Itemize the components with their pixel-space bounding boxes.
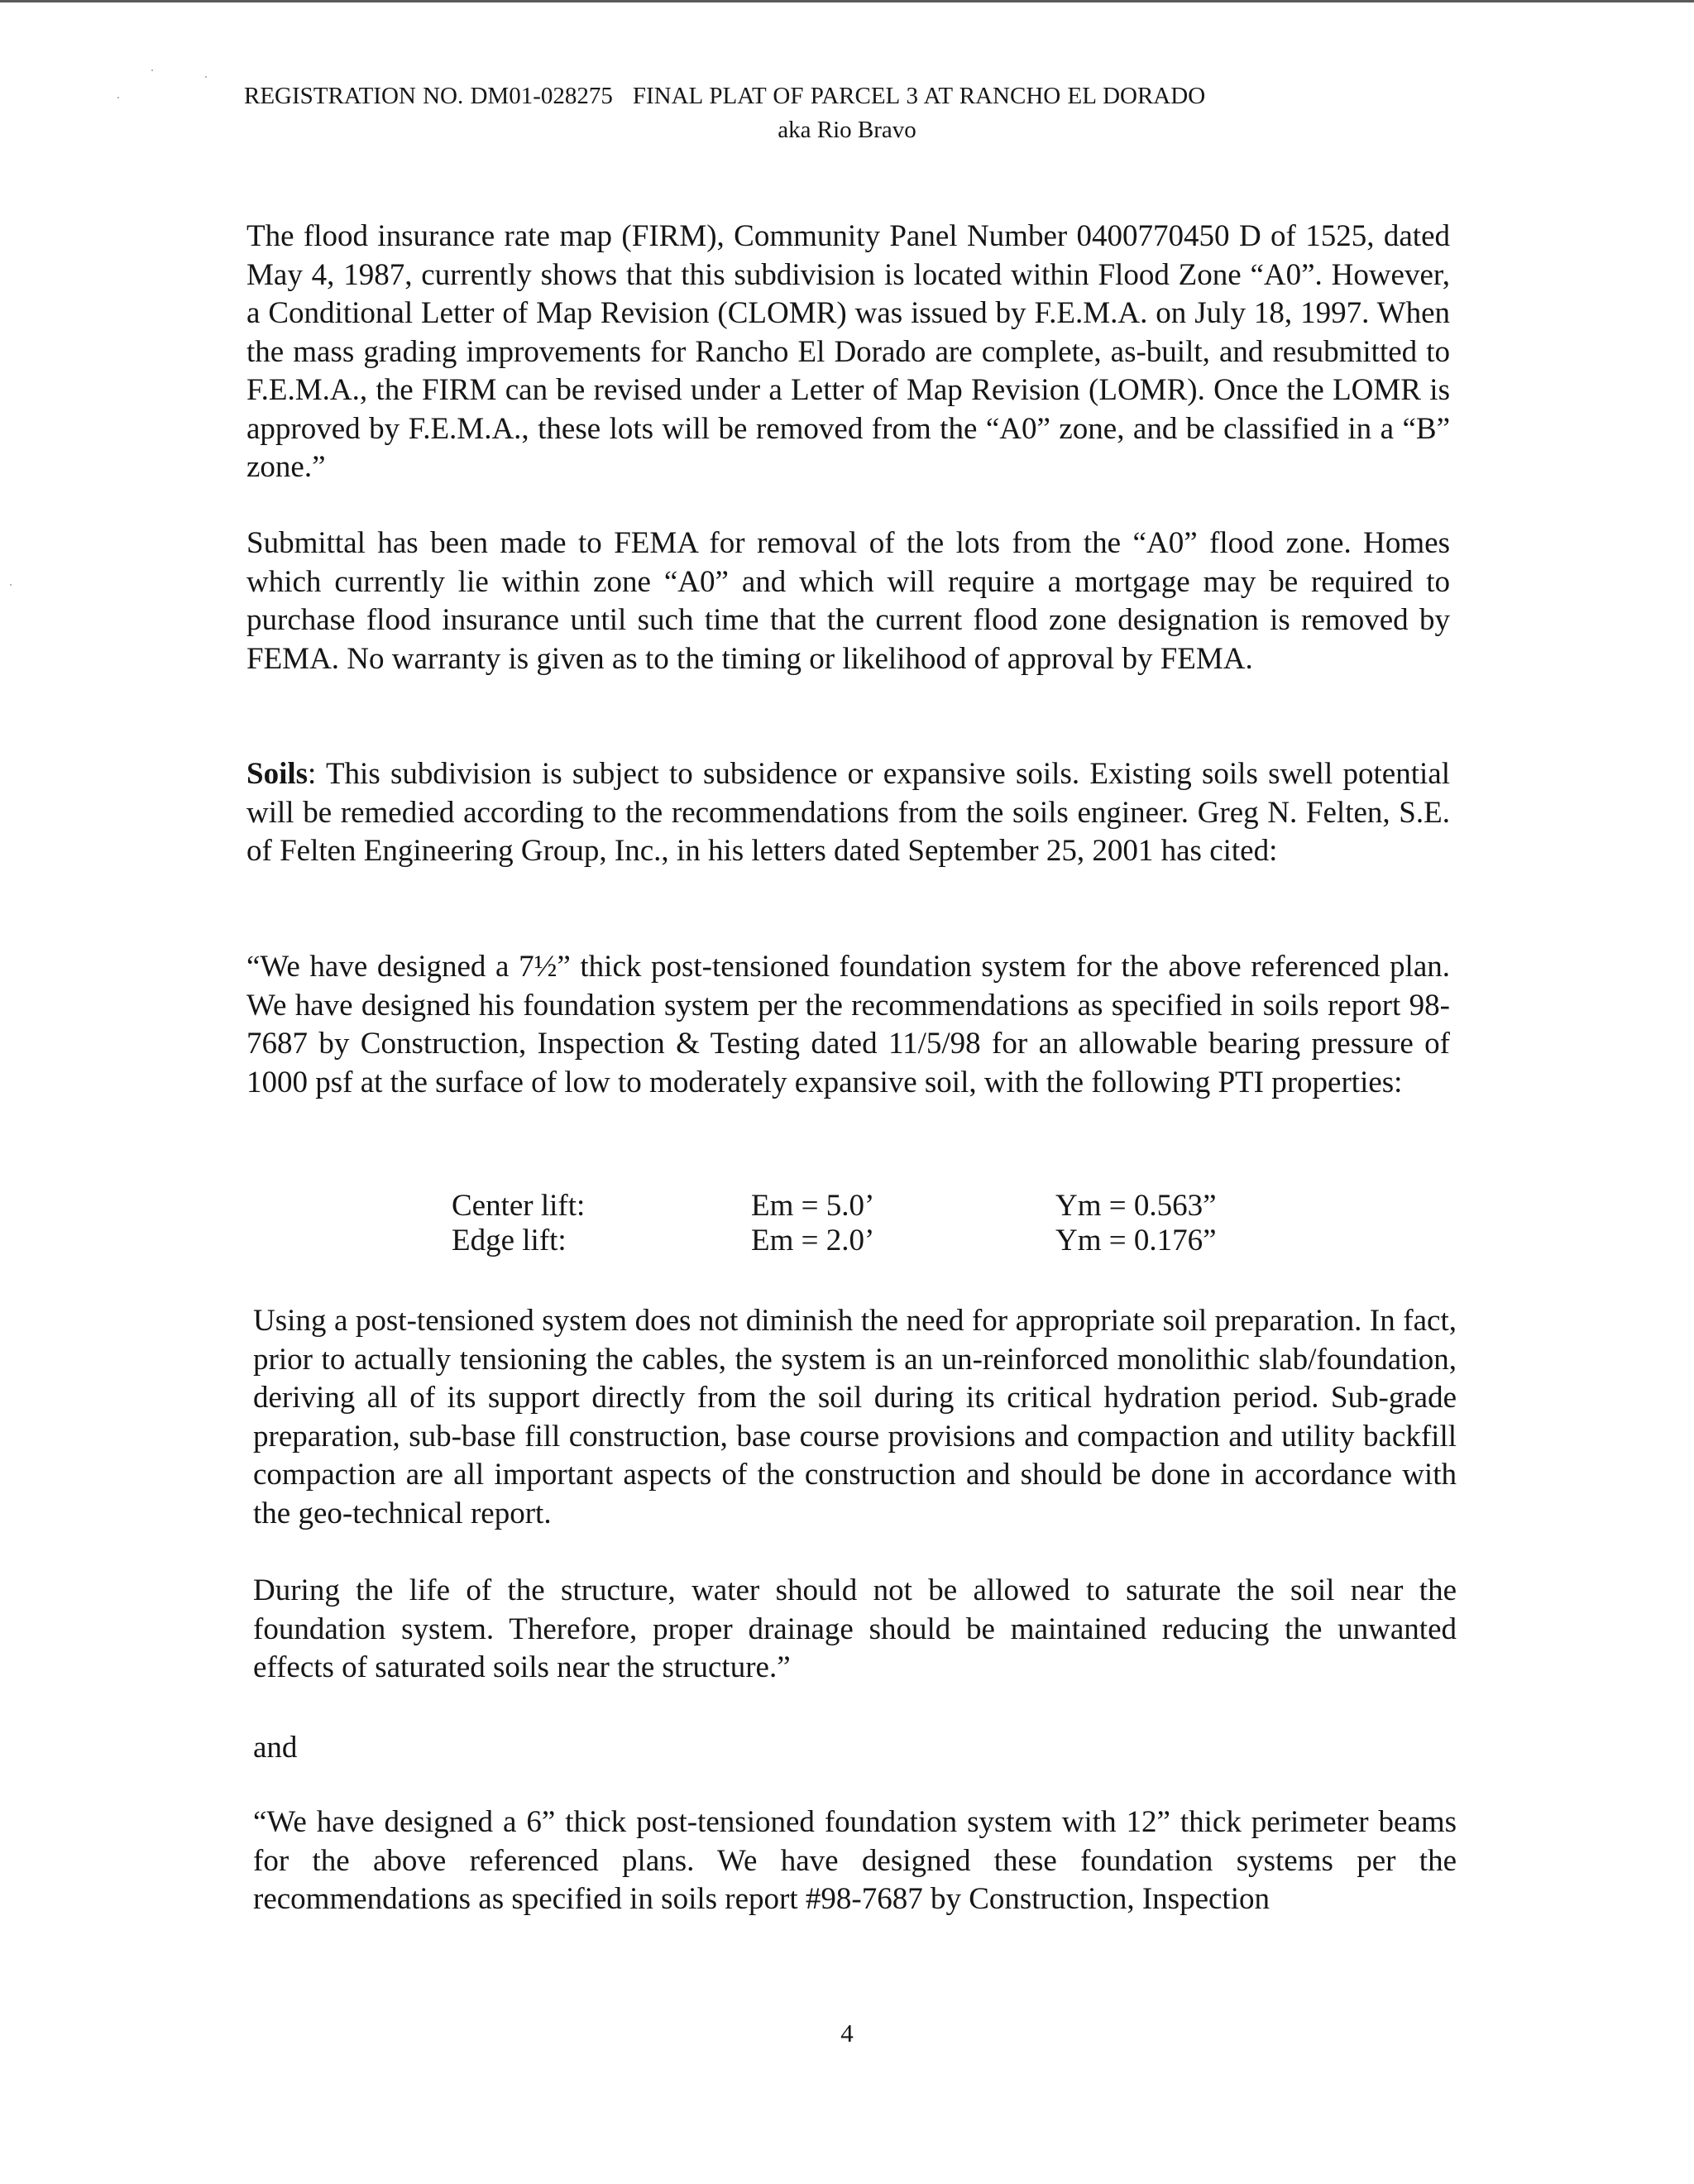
pti-properties-table (452, 1189, 1217, 1258)
pti-ym: Ym = 0.176” (1055, 1224, 1217, 1257)
scan-speck (10, 584, 12, 586)
quote1-paragraph: “We have designed a 7½” thick post-tensioned foundation system for the above referenced plan. We have designed his foundation system per the recommendations as specified in soils report 98-7687 by Construction, Inspection & Testing dated 11/5/98 for an allowable bearing pressure of 1000 psf at the surface of low to moderately expansive soil, with the following PTI properties: (246, 950, 1450, 1099)
post-tension-paragraph: Using a post-tensioned system does not diminish the need for appropriate soil preparation. In fact, prior to actually tensioning the cables, the system is an un-reinforced monolithic slab/foundation, deriving all of its support directly from the soil during its critical hydration period. Sub-grade preparation, sub-base fill construction, base course provisions and compaction and utility backfill compaction are all important aspects of the construction and should be done in accordance with the geo-technical report. (253, 1304, 1457, 1530)
pti-ym: Ym = 0.563” (1055, 1189, 1217, 1223)
pti-em: Em = 5.0’ (751, 1189, 875, 1223)
soils-text: : This subdivision is subject to subsidence or expansive soils. Existing soils swell potential will be remedied according to the recommendations from the soils engineer. Greg N. Felten, S.E. of Felten Engineering Group, Inc., in his letters dated September 25, 2001 has cited: (246, 757, 1450, 868)
pti-label: Center lift: (452, 1189, 586, 1223)
page-number: 4 (840, 2019, 854, 2048)
pti-label: Edge lift: (452, 1224, 567, 1257)
document-title: FINAL PLAT OF PARCEL 3 AT RANCHO EL DORADO (632, 83, 1206, 109)
scan-speck (151, 69, 153, 71)
scan-speck (117, 97, 119, 98)
pti-em: Em = 2.0’ (751, 1224, 875, 1257)
firm-paragraph: The flood insurance rate map (FIRM), Community Panel Number 0400770450 D of 1525, dated May 4, 1987, currently shows that this subdivision is located within Flood Zone “A0”. However, a Conditional Letter of Map Revision (CLOMR) was issued by F.E.M.A. on July 18, 1997. When the mass grading improvements for Rancho El Dorado are complete, as-built, and resubmitted to F.E.M.A., the FIRM can be revised under a Letter of Map Revision (LOMR). Once the LOMR is approved by F.E.M.A., these lots will be removed from the “A0” zone, and be classified in a “B” zone.” (246, 219, 1450, 484)
table-row (452, 1224, 1217, 1258)
document-subtitle: aka Rio Bravo (778, 117, 916, 143)
table-row (452, 1189, 1217, 1224)
document-header (244, 83, 1402, 110)
and-connector: and (253, 1731, 298, 1765)
soils-paragraph (246, 755, 1450, 871)
drainage-paragraph: During the life of the structure, water should not be allowed to saturate the soil near the foundation system. Therefore, proper drainage should be maintained reducing the unwanted effects of saturated soils near the structure.” (253, 1573, 1457, 1684)
submittal-paragraph: Submittal has been made to FEMA for removal of the lots from the “A0” flood zone. Homes which currently lie within zone “A0” and which will require a mortgage may be required to purchase flood insurance until such time that the current flood zone designation is removed by FEMA. No warranty is given as to the timing or likelihood of approval by FEMA. (246, 526, 1450, 676)
registration-number: REGISTRATION NO. DM01-028275 (244, 83, 613, 109)
soils-label: Soils (246, 757, 309, 791)
scan-edge (0, 0, 1694, 2)
scan-speck (205, 76, 207, 78)
quote2-paragraph: “We have designed a 6” thick post-tensioned foundation system with 12” thick perimeter beams for the above referenced plans. We have designed these foundation systems per the recommendations as specified in soils report #98-7687 by Construction, Inspection (253, 1805, 1457, 1916)
